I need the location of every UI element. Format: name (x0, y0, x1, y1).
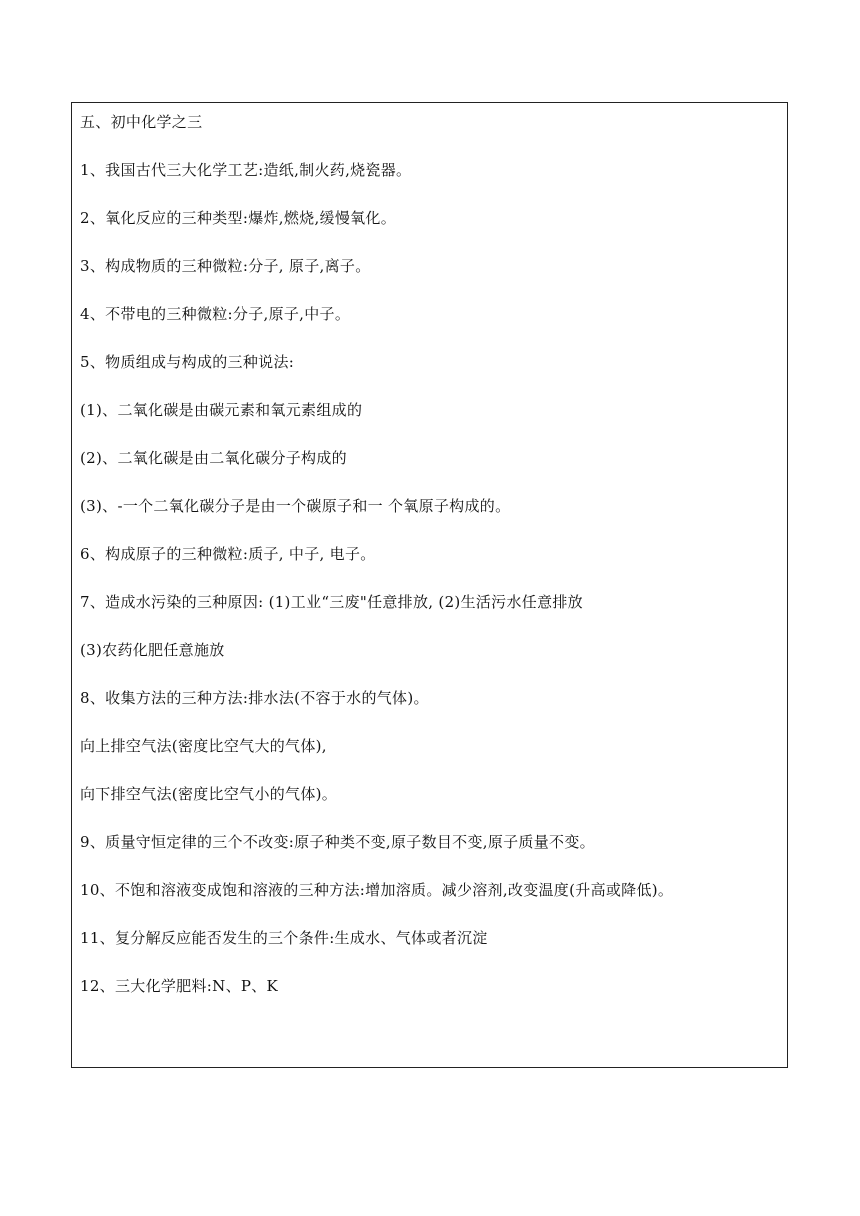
text-line: (1)、二氧化碳是由碳元素和氧元素组成的 (80, 401, 363, 419)
text-line: 11、复分解反应能否发生的三个条件:生成水、气体或者沉淀 (80, 929, 488, 947)
text-line: 9、质量守恒定律的三个不改变:原子种类不变,原子数目不变,原子质量不变。 (80, 833, 595, 851)
text-line: (3)、-一个二氧化碳分子是由一个碳原子和一 个氧原子构成的。 (80, 497, 511, 515)
text-line: 6、构成原子的三种微粒:质子, 中子, 电子。 (80, 545, 376, 563)
text-line: 向上排空气法(密度比空气大的气体), (80, 737, 327, 755)
section-title: 五、初中化学之三 (80, 113, 203, 131)
text-line: 3、构成物质的三种微粒:分子, 原子,离子。 (80, 257, 371, 275)
text-line: 向下排空气法(密度比空气小的气体)。 (80, 785, 338, 803)
text-line: 5、物质组成与构成的三种说法: (80, 353, 295, 371)
text-line: 7、造成水污染的三种原因: (1)工业“三废"任意排放, (2)生活污水任意排放 (80, 593, 583, 611)
text-line: (2)、二氧化碳是由二氧化碳分子构成的 (80, 449, 347, 467)
text-line: 4、不带电的三种微粒:分子,原子,中子。 (80, 305, 351, 323)
text-line: (3)农药化肥任意施放 (80, 641, 225, 659)
text-line: 8、收集方法的三种方法:排水法(不容于水的气体)。 (80, 689, 429, 707)
text-line: 2、氧化反应的三种类型:爆炸,燃烧,缓慢氧化。 (80, 209, 397, 227)
content-box (71, 102, 788, 1068)
text-line: 10、不饱和溶液变成饱和溶液的三种方法:增加溶质。减少溶剂,改变温度(升高或降低)。 (80, 881, 674, 899)
text-line: 12、三大化学肥料:N、P、K (80, 977, 279, 995)
text-line: 1、我国古代三大化学工艺:造纸,制火药,烧瓷器。 (80, 161, 412, 179)
